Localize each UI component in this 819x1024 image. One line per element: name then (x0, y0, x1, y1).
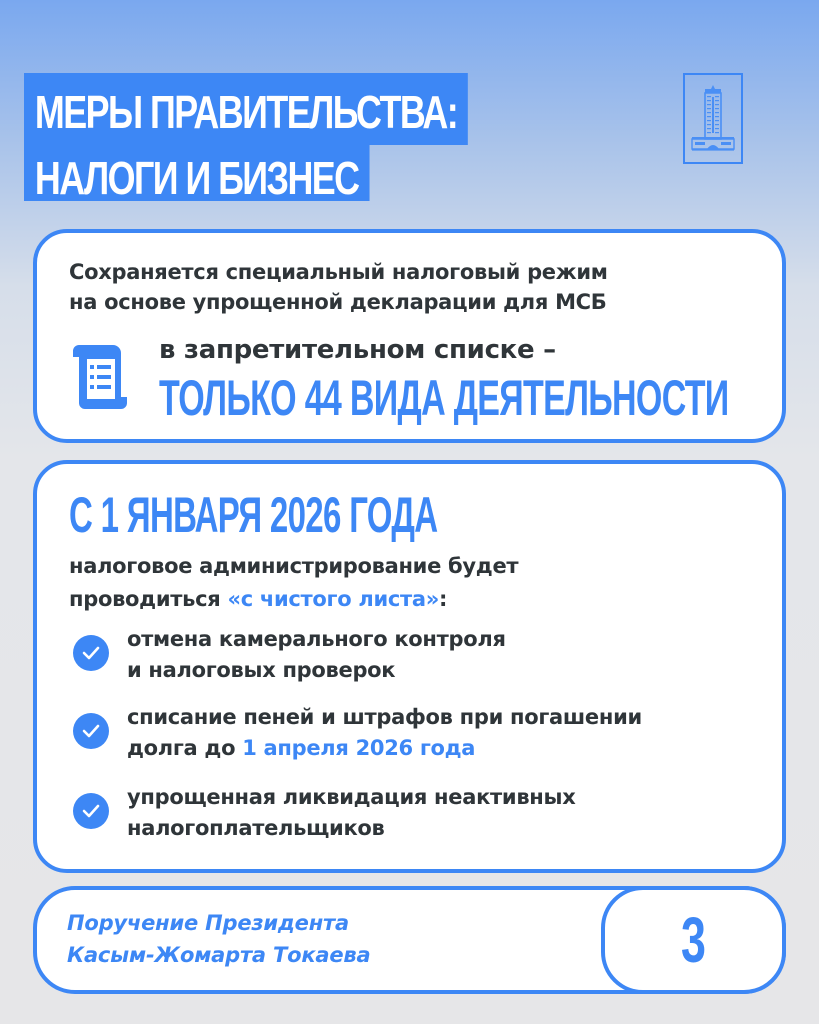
measures-list (73, 624, 773, 860)
deadline-highlight: 1 апреля 2026 года (242, 736, 476, 760)
title-line-1: МЕРЫ ПРАВИТЕЛЬСТВА: (24, 73, 468, 145)
check-circle-icon (73, 713, 109, 749)
check-circle-icon (73, 635, 109, 671)
tax-regime-card (33, 229, 786, 443)
prohibited-list-label: в запретительном списке – (159, 335, 556, 365)
lead-line-2: на основе упрощенной декларации для МСБ (69, 290, 607, 314)
body-line-2: проводиться «с чистого листа»: (69, 587, 448, 611)
page-number: 3 (681, 904, 706, 976)
activity-count-highlight: ТОЛЬКО 44 ВИДА ДЕЯТЕЛЬНОСТИ (159, 370, 729, 426)
start-date-title: С 1 ЯНВАРЯ 2026 ГОДА (69, 487, 438, 543)
page-number-badge (601, 886, 786, 994)
check-circle-icon (73, 793, 109, 829)
footer-card (33, 886, 786, 994)
document-list-icon (69, 339, 129, 411)
government-building-icon (683, 73, 743, 164)
list-item: отмена камерального контроля и налоговых проверок (73, 624, 773, 686)
list-item: списание пеней и штрафов при погашении долга до 1 апреля 2026 года (73, 702, 773, 764)
tax-administration-card (33, 460, 786, 873)
lead-line-1: Сохраняется специальный налоговый режим (69, 260, 608, 284)
tax-regime-lead (69, 257, 608, 317)
page-title (24, 73, 593, 204)
body-line-1: налоговое администрирование будет (69, 554, 519, 578)
list-item: упрощенная ликвидация неактивных налогоплательщиков (73, 782, 773, 844)
administration-description (69, 550, 518, 616)
title-line-2: НАЛОГИ И БИЗНЕС (24, 145, 369, 201)
clean-slate-highlight: «с чистого листа» (227, 587, 440, 611)
presidential-order-caption: Поручение Президента Касым-Жомарта Токаева (67, 911, 371, 967)
